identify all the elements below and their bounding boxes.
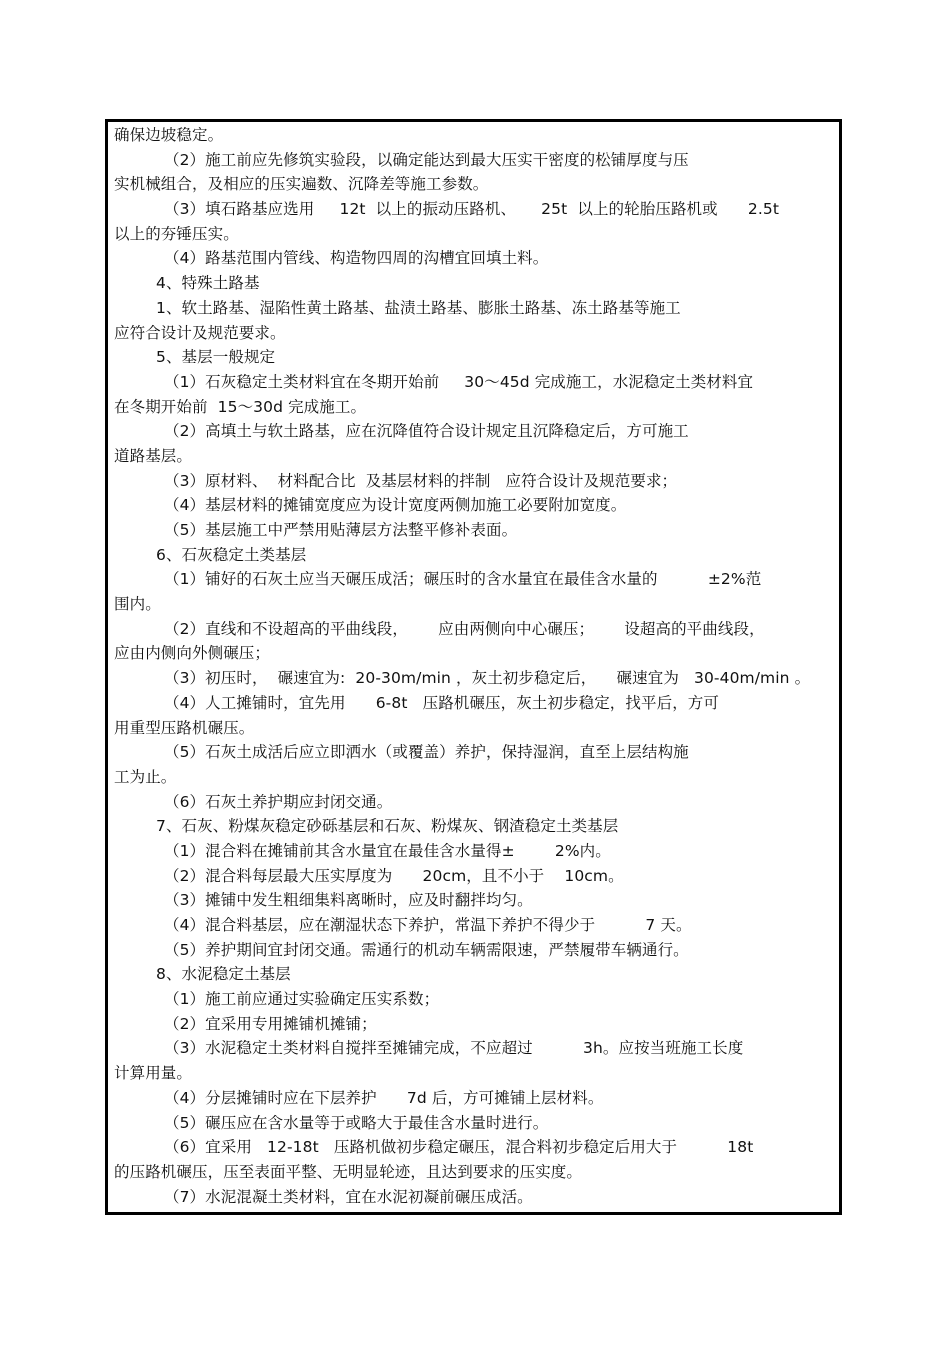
section-heading: 4、特殊土路基 xyxy=(156,274,260,293)
text-line: 围内。 xyxy=(114,595,161,614)
section-heading: 6、石灰稳定土类基层 xyxy=(156,545,307,564)
text-line: 用重型压路机碾压。 xyxy=(114,718,255,737)
section-heading: 1、软土路基、湿陷性黄土路基、盐渍土路基、膨胀土路基、冻土路基等施工 xyxy=(156,298,681,317)
section-heading: 7、石灰、粉煤灰稳定砂砾基层和石灰、粉煤灰、钢渣稳定土类基层 xyxy=(156,817,619,836)
text-line: 计算用量。 xyxy=(114,1064,193,1083)
text-line: 确保边坡稳定。 xyxy=(114,126,224,144)
document-frame xyxy=(105,119,842,1215)
text-line: （1）铺好的石灰土应当天碾压成活；碾压时的含水量宜在最佳含水量的 ±2%范 xyxy=(164,570,762,589)
text-line: （2）宜采用专用摊铺机摊铺； xyxy=(164,1014,377,1033)
text-line: （2）直线和不设超高的平曲线段， 应由两侧向中心碾压； 设超高的平曲线段， xyxy=(164,619,765,638)
text-line: （4）基层材料的摊铺宽度应为设计宽度两侧加施工必要附加宽度。 xyxy=(164,496,627,515)
text-line: （3）初压时， 碾速宜为: 20-30m/min ，灰土初步稳定后， 碾速宜为 30-40m/min 。 xyxy=(164,669,811,688)
text-line: 应符合设计及规范要求。 xyxy=(114,323,286,342)
text-line: （6）石灰土养护期应封闭交通。 xyxy=(164,792,393,811)
text-line: （6）宜采用 12-18t 压路机做初步稳定碾压，混合料初步稳定后用大于 18t xyxy=(164,1138,754,1157)
document-body xyxy=(114,123,835,1209)
text-line: 工为止。 xyxy=(114,767,177,786)
text-line: （4）混合料基层，应在潮湿状态下养护，常温下养护不得少于 7 天。 xyxy=(164,916,692,934)
text-line: （4）人工摊铺时，宜先用 6-8t 压路机碾压，灰土初步稳定，找平后，方可 xyxy=(164,693,719,712)
text-line: （3）摊铺中发生粗细集料离晰时，应及时翻拌均匀。 xyxy=(164,891,533,910)
text-line: （1）施工前应通过实验确定压实系数； xyxy=(164,990,440,1009)
text-line: （5）碾压应在含水量等于或略大于最佳含水量时进行。 xyxy=(164,1113,549,1132)
text-line: （1）混合料在摊铺前其含水量宜在最佳含水量得± 2%内。 xyxy=(164,841,611,860)
text-line: （5）养护期间宜封闭交通。需通行的机动车辆需限速，严禁履带车辆通行。 xyxy=(164,940,689,959)
text-line: （5）石灰土成活后应立即洒水（或覆盖）养护，保持湿润，直至上层结构施 xyxy=(164,743,689,762)
text-line: 实机械组合，及相应的压实遍数、沉降差等施工参数。 xyxy=(114,175,489,194)
text-line: （3）原材料、 材料配合比 及基层材料的拌制 应符合设计及规范要求； xyxy=(164,471,678,490)
text-line: （4）分层摊铺时应在下层养护 7d 后，方可摊铺上层材料。 xyxy=(164,1088,604,1107)
section-heading: 5、基层一般规定 xyxy=(156,348,276,367)
section-heading: 8、水泥稳定土基层 xyxy=(156,965,291,984)
text-line: 以上的夯锤压实。 xyxy=(114,224,239,243)
text-line: （3）水泥稳定土类材料自搅拌至摊铺完成，不应超过 3h。应按当班施工长度 xyxy=(164,1039,744,1058)
text-line: 的压路机碾压，压至表面平整、无明显轮迹，且达到要求的压实度。 xyxy=(114,1162,583,1181)
text-line: 道路基层。 xyxy=(114,446,193,465)
text-line: （1）石灰稳定土类材料宜在冬期开始前 30～45d 完成施工，水泥稳定土类材料宜 xyxy=(164,372,754,391)
text-line: （7）水泥混凝土类材料，宜在水泥初凝前碾压成活。 xyxy=(164,1187,533,1206)
text-line: （4）路基范围内管线、构造物四周的沟槽宜回填土料。 xyxy=(164,249,549,268)
text-line: （2）施工前应先修筑实验段，以确定能达到最大压实干密度的松铺厚度与压 xyxy=(164,150,689,169)
text-line: （2）混合料每层最大压实厚度为 20cm，且不小于 10cm。 xyxy=(164,866,624,885)
text-line: 应由内侧向外侧碾压； xyxy=(114,644,271,663)
text-line: 在冬期开始前 15～30d 完成施工。 xyxy=(114,397,367,416)
text-line: （2）高填土与软土路基，应在沉降值符合设计规定且沉降稳定后，方可施工 xyxy=(164,422,689,441)
text-line: （5）基层施工中严禁用贴薄层方法整平修补表面。 xyxy=(164,521,518,539)
text-line: （3）填石路基应选用 12t 以上的振动压路机、 25t 以上的轮胎压路机或 2.5t xyxy=(164,200,780,219)
